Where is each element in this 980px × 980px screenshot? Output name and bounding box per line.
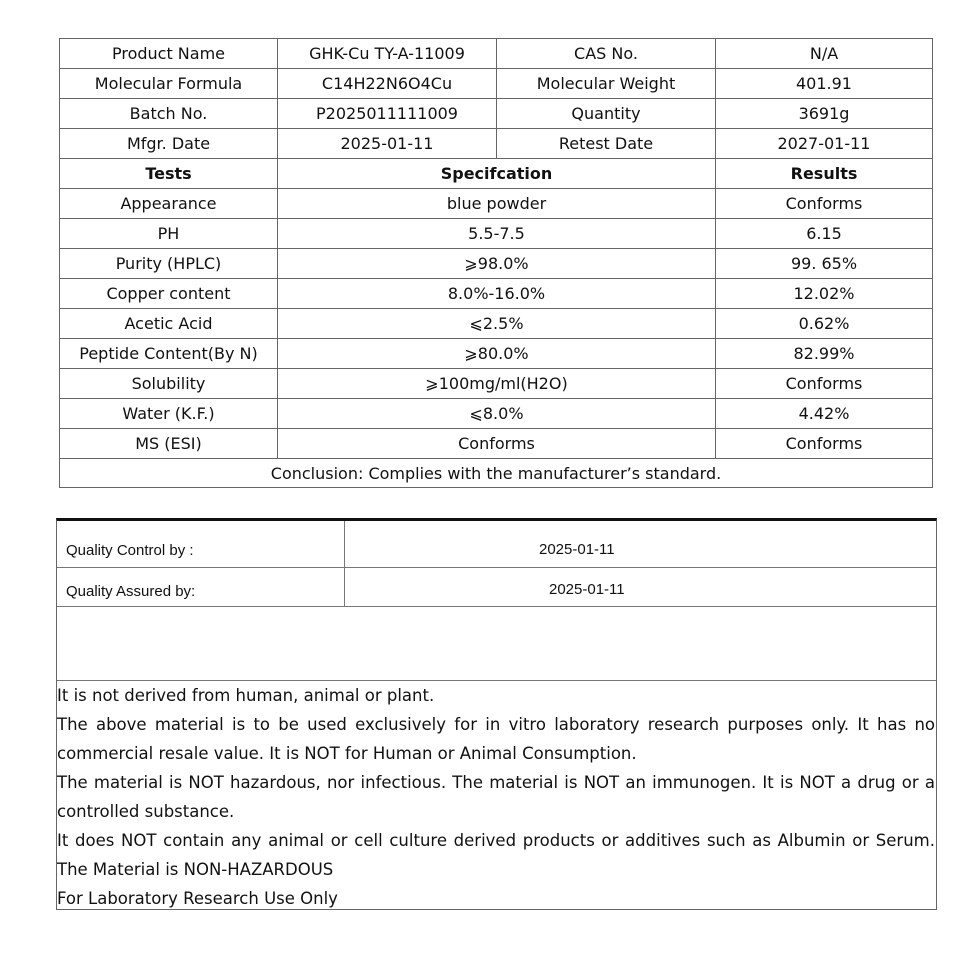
column-divider (344, 568, 345, 606)
tests-header-row (60, 159, 933, 189)
test-result: 12.02% (716, 279, 933, 309)
product-name-value: GHK-Cu TY-A-11009 (278, 39, 497, 69)
batch-no-value: P2025011111009 (278, 99, 497, 129)
test-name: MS (ESI) (60, 429, 278, 459)
quantity-value: 3691g (716, 99, 933, 129)
molecular-formula-value: C14H22N6O4Cu (278, 69, 497, 99)
test-name: Acetic Acid (60, 309, 278, 339)
test-result: 6.15 (716, 219, 933, 249)
specification-column-header: Specifcation (278, 159, 716, 189)
quality-signoff-box (56, 518, 937, 910)
note-line: It does NOT contain any animal or cell culture derived products or additives such as Albumin or Serum. The Material is NON-HAZARDOUS (57, 831, 935, 879)
test-row (60, 429, 933, 459)
tests-column-header: Tests (60, 159, 278, 189)
test-name: Peptide Content(By N) (60, 339, 278, 369)
molecular-weight-label: Molecular Weight (497, 69, 716, 99)
conclusion-row (60, 459, 933, 488)
test-name: Copper content (60, 279, 278, 309)
test-row (60, 189, 933, 219)
molecular-weight-value: 401.91 (716, 69, 933, 99)
info-row-batch (60, 99, 933, 129)
test-spec: 8.0%-16.0% (278, 279, 716, 309)
mfgr-date-value: 2025-01-11 (278, 129, 497, 159)
test-spec: ⩾100mg/ml(H2O) (278, 369, 716, 399)
info-row-product (60, 39, 933, 69)
certificate-of-analysis-table (59, 38, 933, 488)
disclaimer-notes (57, 681, 935, 913)
mfgr-date-label: Mfgr. Date (60, 129, 278, 159)
conclusion-text: Conclusion: Complies with the manufacturer’s standard. (60, 459, 933, 488)
quality-control-date: 2025-01-11 (539, 541, 615, 558)
batch-no-label: Batch No. (60, 99, 278, 129)
quantity-label: Quantity (497, 99, 716, 129)
test-spec: ⩾80.0% (278, 339, 716, 369)
test-spec: ⩽8.0% (278, 399, 716, 429)
test-result: 4.42% (716, 399, 933, 429)
test-spec: Conforms (278, 429, 716, 459)
signature-area (57, 607, 936, 681)
retest-date-value: 2027-01-11 (716, 129, 933, 159)
note-line: For Laboratory Research Use Only (57, 889, 338, 908)
product-name-label: Product Name (60, 39, 278, 69)
test-result: Conforms (716, 369, 933, 399)
quality-assured-date: 2025-01-11 (549, 581, 625, 598)
test-name: Purity (HPLC) (60, 249, 278, 279)
test-spec: blue powder (278, 189, 716, 219)
test-row (60, 279, 933, 309)
test-row (60, 309, 933, 339)
retest-date-label: Retest Date (497, 129, 716, 159)
test-name: Water (K.F.) (60, 399, 278, 429)
test-spec: 5.5-7.5 (278, 219, 716, 249)
test-row (60, 249, 933, 279)
test-name: Solubility (60, 369, 278, 399)
cas-no-value: N/A (716, 39, 933, 69)
cas-no-label: CAS No. (497, 39, 716, 69)
note-line: The above material is to be used exclusively for in vitro laboratory research purposes only. It has no commercial resale value. It is NOT for Human or Animal Consumption. (57, 715, 935, 763)
quality-control-label: Quality Control by : (66, 542, 194, 559)
test-result: 0.62% (716, 309, 933, 339)
info-row-dates (60, 129, 933, 159)
test-result: 82.99% (716, 339, 933, 369)
info-row-formula (60, 69, 933, 99)
test-row (60, 369, 933, 399)
quality-control-row (57, 521, 936, 568)
test-row (60, 399, 933, 429)
test-row (60, 219, 933, 249)
column-divider (344, 521, 345, 567)
test-spec: ⩽2.5% (278, 309, 716, 339)
test-row (60, 339, 933, 369)
test-name: PH (60, 219, 278, 249)
note-line: It is not derived from human, animal or plant. (57, 686, 435, 705)
test-name: Appearance (60, 189, 278, 219)
note-line: The material is NOT hazardous, nor infectious. The material is NOT an immunogen. It is NOT a drug or a controlled substance. (57, 773, 935, 821)
molecular-formula-label: Molecular Formula (60, 69, 278, 99)
quality-assured-row (57, 568, 936, 607)
results-column-header: Results (716, 159, 933, 189)
test-spec: ⩾98.0% (278, 249, 716, 279)
test-result: Conforms (716, 189, 933, 219)
test-result: 99. 65% (716, 249, 933, 279)
quality-assured-label: Quality Assured by: (66, 583, 196, 600)
test-result: Conforms (716, 429, 933, 459)
